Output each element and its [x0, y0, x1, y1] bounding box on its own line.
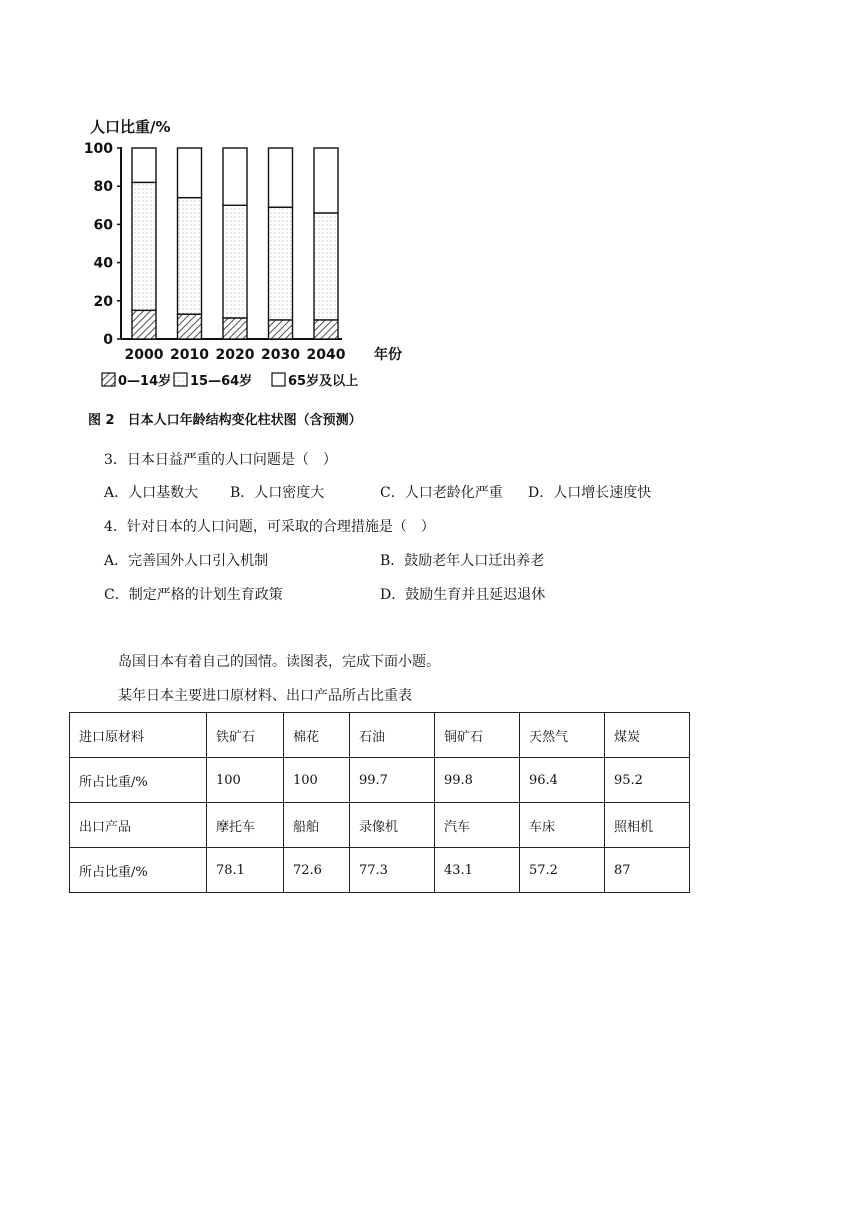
x-tick-label: 2000 [124, 347, 164, 363]
table-cell: 100 [284, 758, 350, 803]
question-3-option-a[interactable]: A．人口基数大 [104, 485, 199, 501]
bar-2020-series-1 [223, 318, 247, 339]
x-tick-label: 2020 [215, 347, 255, 363]
table-row-header: 出口产品 [70, 803, 207, 848]
bar-2000-series-3 [132, 148, 156, 182]
bar-2000-series-2 [132, 182, 156, 310]
import-export-table [69, 712, 690, 893]
question-3-stem: 3．日本日益严重的人口问题是（ ） [104, 452, 337, 468]
table-title: 某年日本主要进口原材料、出口产品所占比重表 [118, 688, 412, 704]
legend-swatch-3 [272, 373, 285, 386]
table-cell: 照相机 [605, 803, 690, 848]
y-tick-label: 100 [83, 141, 113, 157]
table-cell: 摩托车 [207, 803, 284, 848]
question-4-option-c[interactable]: C．制定严格的计划生育政策 [104, 587, 283, 603]
legend-label-3: 65岁及以上 [288, 374, 359, 389]
table-row [70, 803, 690, 848]
legend-swatch-2 [174, 373, 187, 386]
table-cell: 95.2 [605, 758, 690, 803]
y-tick-label: 40 [93, 255, 113, 272]
table-row [70, 848, 690, 893]
table-cell: 72.6 [284, 848, 350, 893]
table-cell: 78.1 [207, 848, 284, 893]
table-cell: 船舶 [284, 803, 350, 848]
table-cell: 汽车 [435, 803, 520, 848]
table-cell: 57.2 [520, 848, 605, 893]
legend-label-1: 0—14岁 [118, 374, 172, 389]
bar-2020-series-3 [223, 148, 247, 205]
question-3-option-c[interactable]: C．人口老龄化严重 [380, 485, 503, 501]
table-row [70, 713, 690, 758]
x-tick-label: 2010 [170, 347, 209, 363]
bar-2040-series-1 [314, 320, 338, 339]
table-cell: 录像机 [350, 803, 435, 848]
table-cell: 100 [207, 758, 284, 803]
legend-label-2: 15—64岁 [190, 374, 253, 389]
table-cell: 煤炭 [605, 713, 690, 758]
population-age-chart [70, 108, 410, 438]
table-cell: 99.7 [350, 758, 435, 803]
question-4-option-d[interactable]: D．鼓励生育并且延迟退休 [380, 587, 546, 603]
table-cell: 天然气 [520, 713, 605, 758]
table-cell: 99.8 [435, 758, 520, 803]
table-cell: 87 [605, 848, 690, 893]
table-cell: 43.1 [435, 848, 520, 893]
question-4-stem: 4．针对日本的人口问题，可采取的合理措施是（ ） [104, 519, 435, 535]
intro-paragraph: 岛国日本有着自己的国情。读图表，完成下面小题。 [118, 654, 440, 670]
bar-2030-series-3 [269, 148, 293, 207]
y-tick-label: 80 [93, 179, 113, 196]
bar-2040-series-2 [314, 213, 338, 320]
bar-2040-series-3 [314, 148, 338, 213]
x-axis-title: 年份 [374, 347, 402, 363]
table-row-header: 进口原材料 [70, 713, 207, 758]
table-cell: 96.4 [520, 758, 605, 803]
bar-2000-series-1 [132, 310, 156, 339]
bar-2030-series-1 [269, 320, 293, 339]
question-4-option-b[interactable]: B．鼓励老年人口迁出养老 [380, 553, 545, 569]
table-cell: 棉花 [284, 713, 350, 758]
bar-2030-series-2 [269, 207, 293, 320]
y-tick-label: 60 [93, 217, 113, 234]
bar-2020-series-2 [223, 205, 247, 318]
y-tick-label: 20 [93, 293, 113, 310]
table-row-header: 所占比重/% [70, 758, 207, 803]
table-cell: 石油 [350, 713, 435, 758]
table-cell: 77.3 [350, 848, 435, 893]
question-3-option-d[interactable]: D．人口增长速度快 [528, 485, 652, 501]
table-row-header: 所占比重/% [70, 848, 207, 893]
question-3-option-b[interactable]: B．人口密度大 [230, 485, 325, 501]
legend-swatch-1 [102, 373, 115, 386]
bar-2010-series-2 [178, 198, 202, 315]
table-cell: 铜矿石 [435, 713, 520, 758]
y-tick-label: 0 [103, 332, 113, 348]
y-axis-title: 人口比重/% [90, 118, 171, 136]
question-4-option-a[interactable]: A．完善国外人口引入机制 [104, 553, 269, 569]
x-tick-label: 2030 [261, 347, 300, 363]
x-tick-label: 2040 [306, 347, 346, 363]
table-cell: 车床 [520, 803, 605, 848]
table-row [70, 758, 690, 803]
bar-2010-series-1 [178, 314, 202, 339]
bar-2010-series-3 [178, 148, 202, 198]
chart-caption: 图 2 日本人口年龄结构变化柱状图（含预测） [88, 413, 362, 428]
table-cell: 铁矿石 [207, 713, 284, 758]
